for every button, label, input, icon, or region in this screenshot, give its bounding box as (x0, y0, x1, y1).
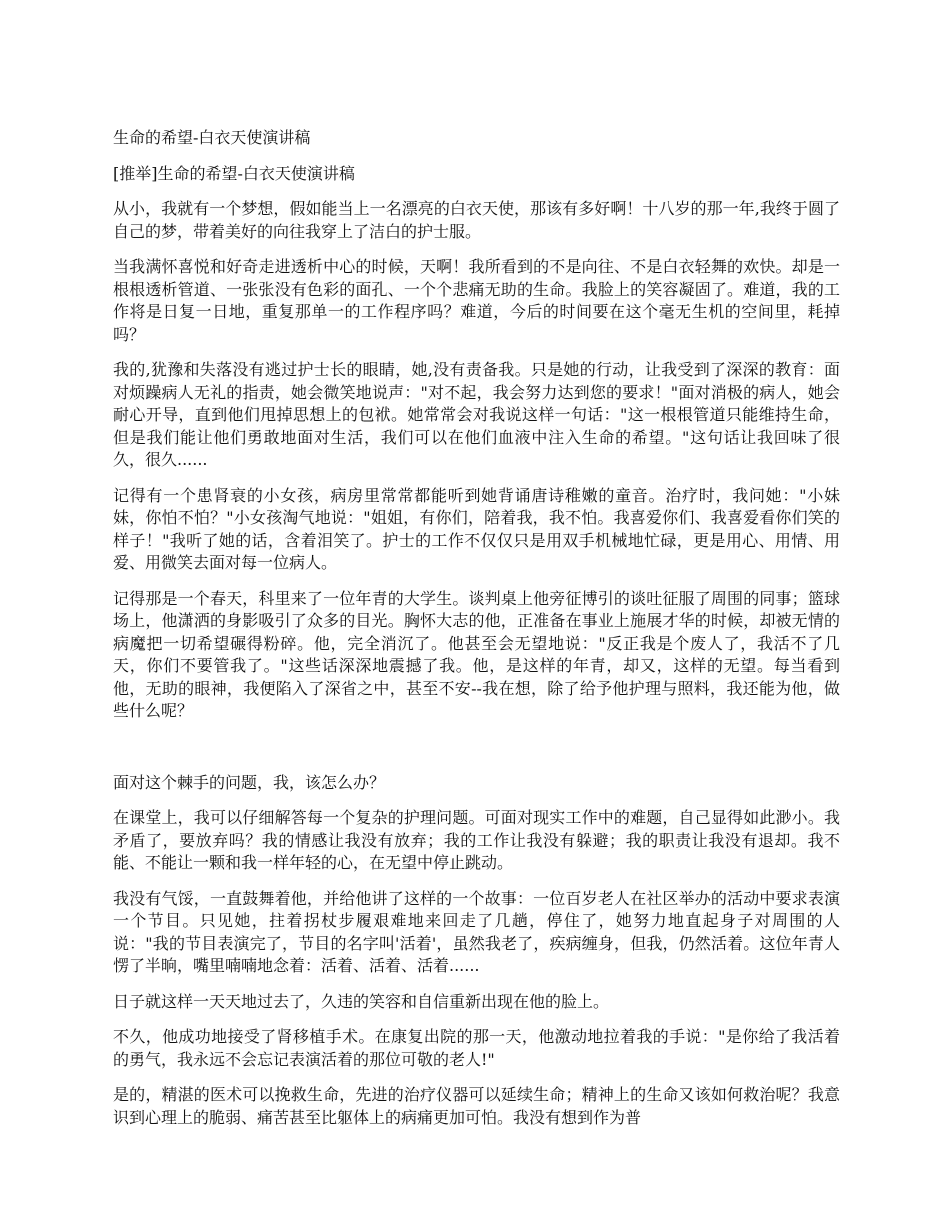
paragraph-centenarian-story: 我没有气馁，一直鼓舞着他，并给他讲了这样的一个故事：一位百岁老人在社区举办的活动中要求表演一个节目。只见她，拄着拐杖步履艰难地来回走了几趟，停住了，她努力地直起身子对周围的人说："我的节目表演完了，节目的名字叫'活着'，虽然我老了，疾病缠身，但我，仍然活着。这位年青人愣了半晌，嘴里喃喃地念着：活着、活着、活着...... (113, 888, 840, 975)
paragraph-dream: 从小，我就有一个梦想，假如能当上一名漂亮的白衣天使，那该有多好啊！十八岁的那一年,我终于圆了自己的梦，带着美好的向往我穿上了洁白的护士服。 (113, 199, 840, 241)
paragraph-head-nurse: 我的,犹豫和失落没有逃过护士长的眼睛，她,没有责备我。只是她的行动，让我受到了深深的教育：面对烦躁病人无礼的指责，她会微笑地说声："对不起，我会努力达到您的要求！"面对消极的病人，她会耐心开导，直到他们甩掉思想上的包袱。她常常会对我说这样一句话："这一根根管道只能维持生命，但是我们能让他们勇敢地面对生活，我们可以在他们血液中注入生命的希望。"这句话让我回味了很久，很久...... (113, 360, 840, 469)
paragraph-days-pass: 日子就这样一天天地过去了，久违的笑容和自信重新出现在他的脸上。 (113, 991, 610, 1011)
paragraph-classroom: 在课堂上，我可以仔细解答每一个复杂的护理问题。可面对现实工作中的难题，自己显得如此渺小。我矛盾了，要放弃吗？我的情感让我没有放弃；我的工作让我没有躲避；我的职责让我没有退却。我不能、不能让一颗和我一样年轻的心，在无望中停止跳动。 (113, 808, 840, 872)
document-title: 生命的希望-白衣天使演讲稿 (113, 128, 311, 147)
paragraph-young-student: 记得那是一个春天，科里来了一位年青的大学生。谈判桌上他旁征博引的谈吐征服了周围的同事；篮球场上，他潇洒的身影吸引了众多的目光。胸怀大志的他，正准备在事业上施展才华的时候，却被无情的病魔把一切希望碾得粉碎。他，完全消沉了。他甚至会无望地说："反正我是个废人了，我活不了几天，你们不要管我了。"这些话深深地震撼了我。他，是这样的年青，却又，这样的无望。每当看到他，无助的眼神，我便陷入了深省之中，甚至不安--我在想，除了给予他护理与照料，我还能为他，做些什么呢？ (113, 588, 840, 720)
paragraph-question: 面对这个棘手的问题，我，该怎么办？ (113, 772, 386, 792)
paragraph-transplant: 不久，他成功地接受了肾移植手术。在康复出院的那一天，他激动地拉着我的手说："是你给了我活着的勇气，我永远不会忘记表演活着的那位可敬的老人!" (113, 1027, 840, 1069)
paragraph-dialysis-center: 当我满怀喜悦和好奇走进透析中心的时候，天啊！我所看到的不是向往、不是白衣轻舞的欢快。却是一根根透析管道、一张张没有色彩的面孔、一个个悲痛无助的生命。我脸上的笑容凝固了。难道，我的工作将是日复一日地，重复那单一的工作程序吗？难道，今后的时间要在这个毫无生机的空间里，耗掉吗？ (113, 257, 840, 344)
document-subtitle: [推举]生命的希望-白衣天使演讲稿 (113, 163, 355, 183)
paragraph-spacer (113, 736, 840, 772)
paragraph-reflection: 是的，精湛的医术可以挽救生命，先进的治疗仪器可以延续生命；精神上的生命又该如何救治呢？我意识到心理上的脆弱、痛苦甚至比躯体上的病痛更加可怕。我没有想到作为普 (113, 1085, 840, 1127)
document-page (113, 127, 840, 1142)
paragraph-little-girl: 记得有一个患肾衰的小女孩，病房里常常都能听到她背诵唐诗稚嫩的童音。治疗时，我问她："小妹妹，你怕不怕？"小女孩淘气地说："姐姐，有你们，陪着我，我不怕。我喜爱你们、我喜爱看你们笑的样子！"我听了她的话，含着泪笑了。护士的工作不仅仅只是用双手机械地忙碌，更是用心、用情、用爱、用微笑去面对每一位病人。 (113, 485, 840, 572)
